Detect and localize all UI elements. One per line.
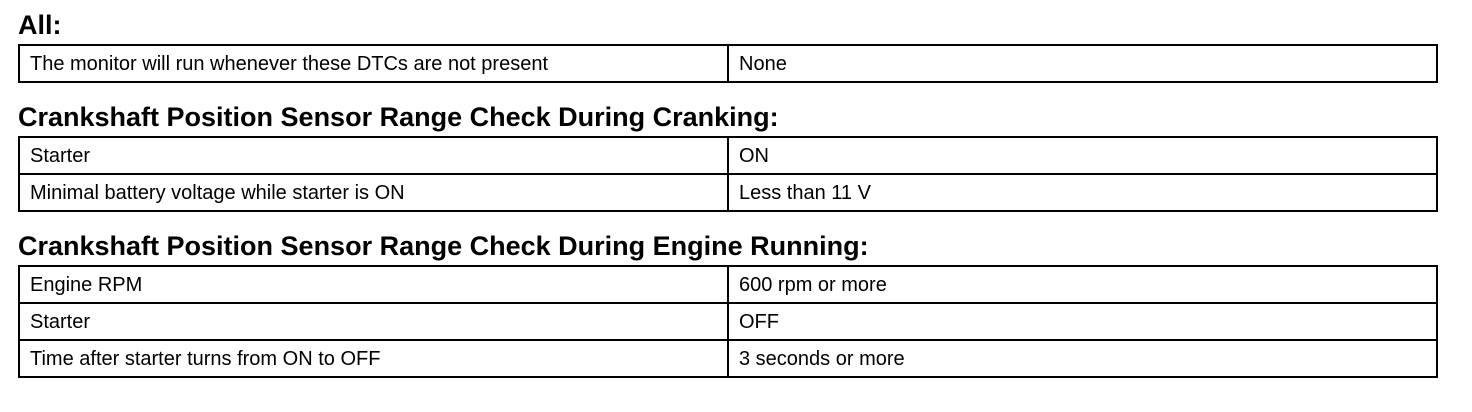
condition-cell: Time after starter turns from ON to OFF — [19, 340, 728, 377]
condition-cell: Engine RPM — [19, 266, 728, 303]
table-row — [19, 174, 1437, 211]
value-cell: OFF — [728, 303, 1437, 340]
table-row — [19, 266, 1437, 303]
section-title: Crankshaft Position Sensor Range Check During Cranking: — [18, 102, 779, 132]
condition-cell: The monitor will run whenever these DTCs are not present — [19, 45, 728, 82]
conditions-table — [18, 265, 1438, 378]
section-title: Crankshaft Position Sensor Range Check During Engine Running: — [18, 231, 869, 261]
value-cell: 3 seconds or more — [728, 340, 1437, 377]
condition-cell: Starter — [19, 137, 728, 174]
value-cell: 600 rpm or more — [728, 266, 1437, 303]
condition-cell: Minimal battery voltage while starter is ON — [19, 174, 728, 211]
value-cell: Less than 11 V — [728, 174, 1437, 211]
table-row — [19, 340, 1437, 377]
table-row — [19, 137, 1437, 174]
value-cell: ON — [728, 137, 1437, 174]
table-row — [19, 45, 1437, 82]
conditions-table — [18, 136, 1438, 212]
section-engine-running — [18, 231, 1434, 378]
document-page — [18, 0, 1434, 378]
table-row — [19, 303, 1437, 340]
section-title: All: — [18, 10, 62, 40]
section-all — [18, 10, 1434, 83]
value-cell: None — [728, 45, 1437, 82]
section-cranking — [18, 102, 1434, 212]
condition-cell: Starter — [19, 303, 728, 340]
conditions-table — [18, 44, 1438, 83]
